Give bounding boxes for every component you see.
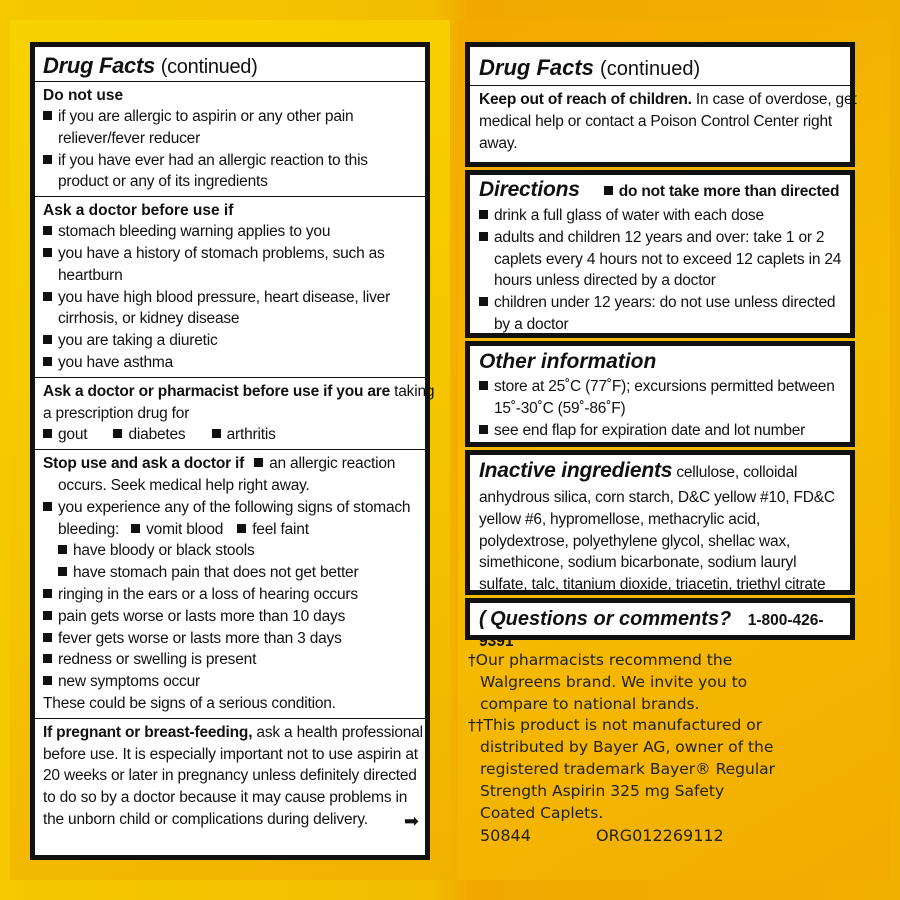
stop-use-line: [43, 628, 417, 650]
questions-phone: 1-800-426-9391: [479, 612, 824, 650]
footnote-line: [468, 737, 888, 759]
inactive-first-rest: cellulose, colloidal: [672, 464, 798, 481]
prescription-drug-list: [43, 424, 417, 446]
questions-label: Questions or comments?: [490, 608, 732, 630]
stop-use-line: [43, 606, 417, 628]
bullet-icon: [43, 357, 52, 366]
pregnant-first-rest: ask a health professional: [252, 723, 423, 741]
pregnant-line-text: 20 weeks or later in pregnancy unless definitely directed: [43, 767, 417, 785]
stop-use-line-text: pain gets worse or lasts more than 10 days: [58, 607, 346, 625]
inactive-line-text: sulfate, talc, titanium dioxide, triacetin, triethyl citrate: [479, 576, 826, 594]
ask-doctor-line: [43, 330, 417, 352]
ask-doctor-line-text: you have a history of stomach problems, such as: [58, 244, 385, 262]
stop-use-heading: Stop use and ask a doctor if: [43, 455, 245, 473]
stop-use-line-text: fever gets worse or lasts more than 3 days: [58, 629, 342, 647]
other-information-line-text: 15˚-30˚C (59˚-86˚F): [494, 399, 626, 417]
stop-use-l2c: feel faint: [252, 520, 309, 538]
bullet-icon: [479, 232, 488, 241]
product-codes: [480, 826, 784, 845]
bullet-icon: [254, 458, 263, 467]
directions-line-text: adults and children 12 years and over: take 1 or 2: [494, 228, 825, 246]
inactive-line: [479, 552, 841, 574]
drug-facts-left-box: [30, 42, 435, 860]
stop-use-l3: have bloody or black stools: [73, 542, 255, 560]
keep-out-line: [479, 133, 841, 155]
inactive-line-text: simethicone, sodium bicarbonate, sodium lauryl: [479, 554, 797, 572]
directions-line: [479, 292, 841, 314]
pregnant-line: [43, 765, 417, 787]
ask-doctor-line-text: cirrhosis, or kidney disease: [58, 310, 240, 328]
stop-use-line: [43, 584, 417, 606]
footnote-line: [468, 650, 888, 672]
code-org: ORG012269112: [596, 826, 724, 845]
footnote-line-text: distributed by Bayer AG, owner of the: [480, 738, 774, 757]
do-not-use-line-text: if you are allergic to aspirin or any other pain: [58, 108, 354, 125]
footnote-line: [468, 781, 888, 803]
questions-box: [465, 598, 855, 650]
ask-doctor-line-text: heartburn: [58, 266, 123, 284]
footnote-line: [468, 715, 888, 737]
pregnant-line-text: before use. It is especially important not to use aspirin at: [43, 745, 418, 763]
footnote-line-text: †Our pharmacists recommend the: [468, 651, 733, 669]
other-information-line: [479, 420, 841, 442]
bullet-icon: [113, 429, 122, 438]
stop-use-first: an allergic reaction: [269, 455, 396, 473]
pregnant-line-text: the unborn child or complications during delivery.: [43, 810, 368, 828]
ask-doctor-section: [35, 197, 425, 378]
bullet-icon: [43, 589, 52, 598]
do-not-use-line-text: product or any of its ingredients: [58, 173, 268, 191]
bullet-icon: [479, 297, 488, 306]
stop-use-line-text: new symptoms occur: [58, 673, 200, 691]
inactive-ingredients-box: [465, 450, 855, 595]
bullet-icon: [43, 633, 52, 642]
inactive-line: [479, 487, 841, 509]
ask-doctor-line: [43, 352, 417, 374]
ask-doctor-line: [43, 265, 417, 287]
other-information-line-text: see end flap for expiration date and lot number: [494, 421, 806, 439]
stop-use-section: [35, 450, 425, 719]
bullet-icon: [479, 210, 488, 219]
do-not-use-line-text: if you have ever had an allergic reaction to this: [58, 151, 368, 169]
do-not-use-line: [43, 106, 417, 128]
right-keep-out-box: [465, 42, 855, 167]
continue-arrow-icon: ➡: [403, 810, 419, 831]
do-not-use-line: [43, 150, 417, 172]
directions-line-text: hours unless directed by a doctor: [494, 272, 716, 290]
ask-doctor-line: [43, 308, 417, 330]
left-title-section: [35, 47, 425, 82]
ask-pharmacist-section: [35, 378, 435, 450]
bullet-icon: [604, 186, 613, 195]
bullet-icon: [43, 226, 52, 235]
other-information-line: [479, 376, 841, 398]
stop-use-l2b: vomit blood: [146, 520, 224, 538]
bullet-icon: [131, 524, 140, 533]
footnotes: [468, 650, 888, 824]
inactive-heading: Inactive ingredients: [479, 459, 673, 482]
bullet-icon: [237, 524, 246, 533]
pregnant-section: [35, 719, 425, 844]
ask-doctor-line: [43, 221, 417, 243]
stop-use-line: [43, 671, 417, 693]
directions-line: [479, 270, 841, 292]
directions-line-text: children under 12 years: do not use unless directed: [494, 294, 836, 312]
stop-use-first-cont: occurs. Seek medical help right away.: [58, 476, 310, 494]
directions-line-text: by a doctor: [494, 315, 569, 333]
inactive-line-text: polydextrose, polyethylene glycol, shellac wax,: [479, 532, 791, 550]
pregnant-line: [43, 809, 417, 831]
bullet-icon: [43, 292, 52, 301]
stop-use-l2a: bleeding:: [58, 520, 120, 538]
bullet-icon: [479, 381, 488, 390]
ask-doctor-heading: Ask a doctor before use if: [43, 202, 234, 220]
bullet-icon: [43, 611, 52, 620]
do-not-use-line: [43, 128, 417, 150]
footnote-line: [468, 672, 888, 694]
ask-pharmacist-line2: a prescription drug for: [43, 404, 190, 422]
footnote-line-text: Walgreens brand. We invite you to: [480, 672, 748, 691]
keep-out-line-text: medical help or contact a Poison Control Center right: [479, 112, 832, 130]
keep-out-heading: Keep out of reach of children.: [479, 91, 692, 108]
footnote-line-text: ††This product is not manufactured or: [468, 716, 763, 735]
stop-use-l1: you experience any of the following signs of stomach: [58, 498, 411, 516]
stop-use-line-text: ringing in the ears or a loss of hearing occurs: [58, 585, 358, 603]
bullet-icon: [43, 111, 52, 120]
directions-line: [479, 205, 841, 227]
other-information-line: [479, 398, 841, 420]
bullet-icon: [43, 654, 52, 663]
bullet-icon: [43, 335, 52, 344]
footnote-line: [468, 803, 888, 825]
do-not-use-line: [43, 171, 417, 193]
bullet-icon: [43, 429, 52, 438]
inactive-line: [479, 531, 841, 553]
stop-use-closing: These could be signs of a serious condition.: [43, 694, 336, 712]
other-information-box: [465, 341, 855, 447]
bullet-icon: [43, 502, 52, 511]
item-arthritis: arthritis: [226, 426, 276, 444]
pregnant-heading: If pregnant or breast-feeding,: [43, 723, 253, 741]
right-title: Drug Facts (continued): [470, 49, 850, 86]
directions-line: [479, 227, 841, 249]
bullet-icon: [479, 425, 488, 434]
bullet-icon: [212, 429, 221, 438]
ask-doctor-line-text: you are taking a diuretic: [58, 332, 218, 350]
footnote-line-text: registered trademark Bayer® Regular: [480, 759, 776, 778]
inactive-line-text: anhydrous silica, corn starch, D&C yellow #10, FD&C: [479, 489, 835, 506]
ask-doctor-line: [43, 287, 417, 309]
ask-doctor-line-text: you have high blood pressure, heart disease, liver: [58, 288, 391, 306]
footnote-line: [468, 759, 888, 781]
other-information-line-text: store at 25˚C (77˚F); excursions permitted between: [494, 378, 835, 395]
stop-use-line: [43, 649, 417, 671]
bullet-icon: [58, 567, 67, 576]
directions-line: [479, 249, 841, 271]
footnote-line-text: Strength Aspirin 325 mg Safety: [480, 781, 725, 800]
bullet-icon: [58, 545, 67, 554]
do-not-use-heading: Do not use: [43, 87, 124, 104]
directions-line: [479, 314, 841, 336]
ask-doctor-line-text: you have asthma: [58, 353, 174, 371]
stop-use-line-text: redness or swelling is present: [58, 651, 257, 669]
footnote-line: [468, 694, 888, 716]
inactive-line: [479, 509, 841, 531]
directions-note: do not take more than directed: [618, 183, 840, 200]
code-upc: 50844: [480, 826, 531, 845]
ask-doctor-line-text: stomach bleeding warning applies to you: [58, 223, 331, 241]
item-gout: gout: [58, 426, 88, 444]
inactive-line-text: yellow #6, hypromellose, methacrylic acid,: [479, 510, 761, 528]
do-not-use-line-text: reliever/fever reducer: [58, 129, 201, 147]
directions-heading: Directions: [479, 178, 580, 201]
phone-icon: (: [479, 608, 486, 630]
bullet-icon: [43, 676, 52, 685]
directions-line-text: caplets every 4 hours not to exceed 12 caplets in 24: [494, 250, 842, 268]
inactive-line: [479, 574, 841, 596]
keep-out-line-text: away.: [479, 134, 518, 152]
keep-out-first-rest: In case of overdose, get: [691, 91, 857, 108]
footnote-line-text: compare to national brands.: [480, 694, 700, 713]
bullet-icon: [43, 155, 52, 164]
footnote-line-text: Coated Caplets.: [480, 803, 604, 822]
do-not-use-section: [35, 82, 425, 197]
item-diabetes: diabetes: [128, 426, 186, 444]
pregnant-line-text: to do so by a doctor because it may cause problems in: [43, 789, 408, 807]
pregnant-line: [43, 744, 417, 766]
directions-line-text: drink a full glass of water with each dose: [494, 207, 764, 224]
pregnant-line: [43, 787, 417, 809]
ask-pharmacist-heading-rest: taking: [390, 382, 435, 400]
left-title: Drug Facts (continued): [43, 53, 258, 78]
directions-box: [465, 170, 855, 338]
ask-pharmacist-heading: Ask a doctor or pharmacist before use if you are: [43, 382, 391, 400]
ask-doctor-line: [43, 243, 417, 265]
other-information-heading: Other information: [479, 350, 657, 373]
keep-out-line: [479, 111, 841, 133]
stop-use-l4: have stomach pain that does not get better: [73, 564, 359, 582]
bullet-icon: [43, 248, 52, 257]
